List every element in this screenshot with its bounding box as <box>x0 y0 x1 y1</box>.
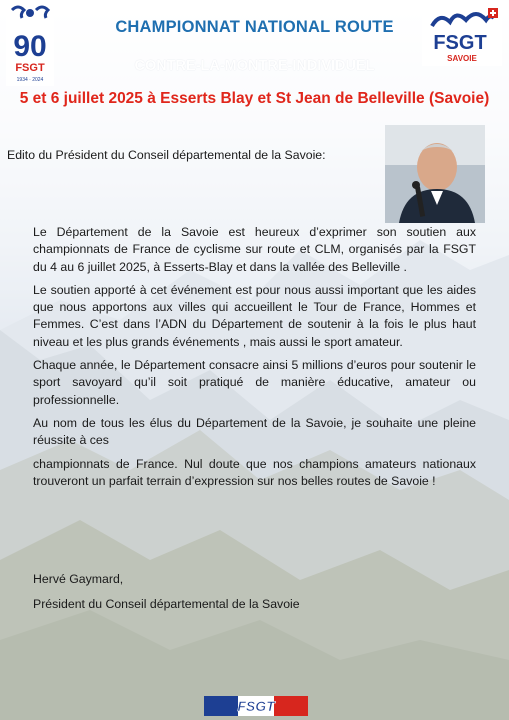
event-date-place: 5 et 6 juillet 2025 à Esserts Blay et St Jean de Belleville (Savoie) <box>19 90 490 107</box>
article-body <box>33 224 476 496</box>
anniversary-org: FSGT <box>15 62 45 74</box>
footer-org: FSGT <box>237 698 275 714</box>
footer-fsgt-logo <box>204 696 308 716</box>
signature-title: Président du Conseil départemental de la Savoie <box>33 597 300 611</box>
paragraph-3: Chaque année, le Département consacre ainsi 5 millions d’euros pour soutenir le sport savoyard qu’il soit pratiqué de manière éducative, amateur ou professionnelle. <box>33 358 476 407</box>
edito-heading: Edito du Président du Conseil départemental de la Savoie: <box>7 148 326 162</box>
portrait-photo <box>385 125 485 223</box>
event-subtitle: CONTRE-LA-MONTRE-INDIVIDUEL <box>134 58 375 74</box>
event-title: CHAMPIONNAT NATIONAL ROUTE <box>115 18 394 36</box>
committee-org: FSGT <box>433 32 487 54</box>
committee-region: SAVOIE <box>447 54 477 63</box>
paragraph-2: Le soutien apporté à cet événement est pour nous aussi important que les aides que nous apportons aux villes qui accueillent le Tour de France, Hommes et Femmes. C’est dans l’ADN du Département de soutenir à la fois le plus haut niveau et les plus grands événements , mais aussi le sport amateur. <box>33 282 476 349</box>
paragraph-1: Le Département de la Savoie est heureux d’exprimer son soutien aux championnats de France de cyclisme sur route et CLM, organisés par la FSGT du 4 au 6 juillet 2025, à Esserts-Blay et dans la vallée des Belleville . <box>33 225 476 274</box>
paragraph-4: Au nom de tous les élus du Département de la Savoie, je souhaite une pleine réussite à ces <box>33 415 476 448</box>
anniversary-number: 90 <box>13 30 47 63</box>
anniversary-years: 1934 · 2024 <box>16 77 44 83</box>
signature-name: Hervé Gaymard, <box>33 572 124 586</box>
paragraph-5: championnats de France. Nul doute que nos champions amateurs nationaux trouveront un parfait terrain d’expression sur nos belles routes de Savoie ! <box>33 456 476 488</box>
